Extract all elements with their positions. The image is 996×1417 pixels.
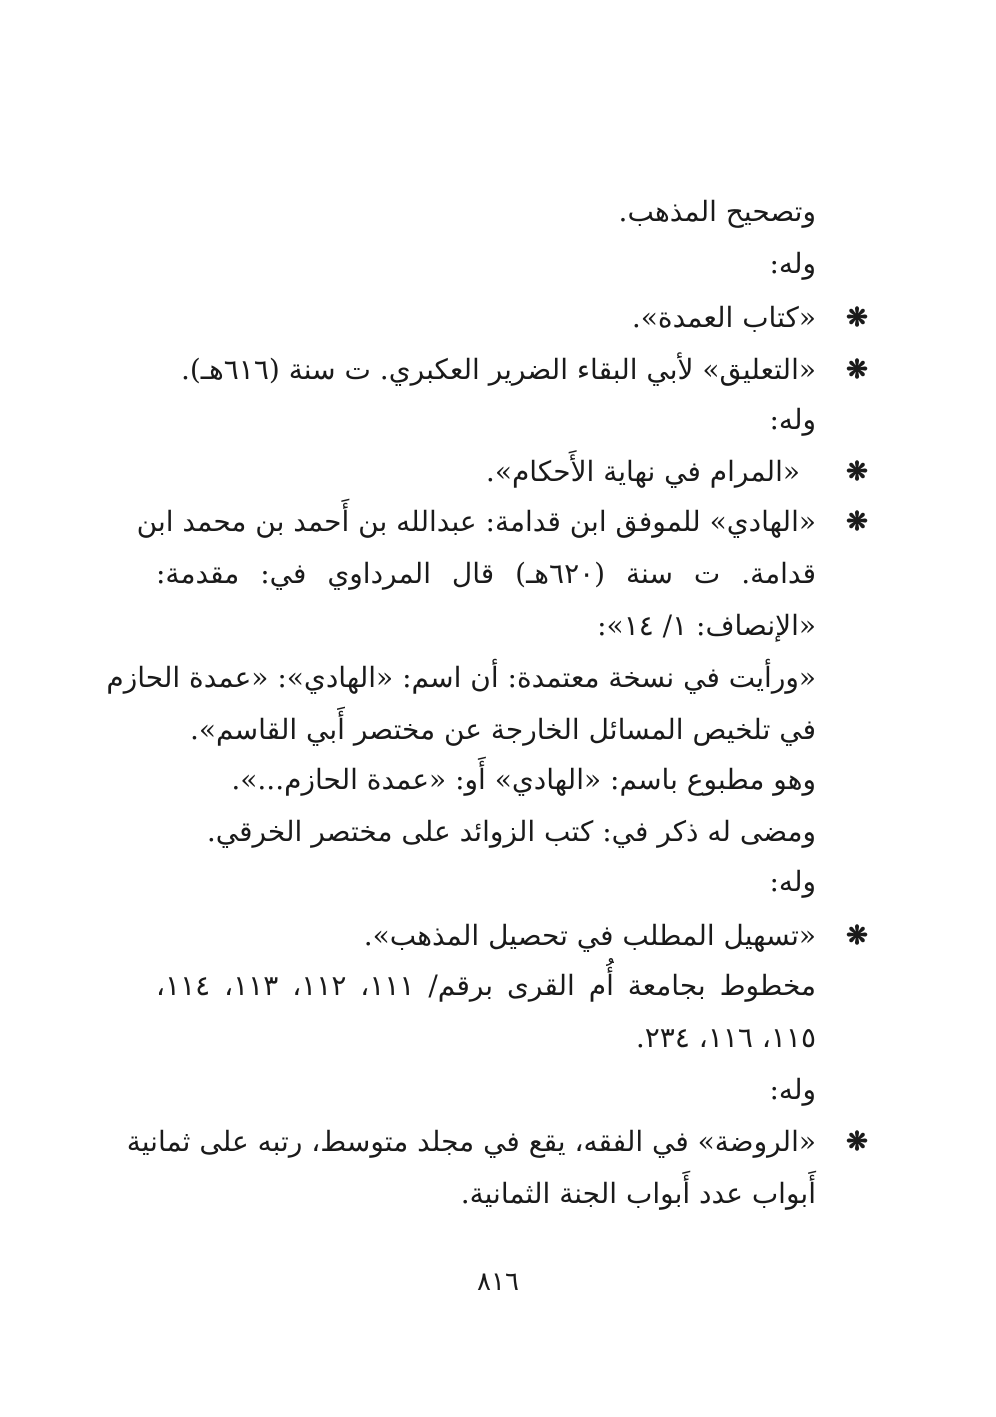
text-line: ومضى له ذكر في: كتب الزوائد على مختصر الخرقي. <box>206 815 816 848</box>
asterism-bullet-icon: ❋ <box>846 921 868 951</box>
text-line: وله: <box>769 1073 816 1106</box>
text-line: قدامة. ت سنة (٦٢٠هـ) قال المرداوي في: مقدمة: <box>156 557 816 590</box>
text-line: وله: <box>769 403 816 436</box>
text-line: وهو مطبوع باسم: «الهادي» أَو: «عمدة الحازم...». <box>231 763 816 796</box>
list-item: «المرام في نهاية الأَحكام». <box>485 455 800 488</box>
text-line: وتصحيح المذهب. <box>618 195 816 228</box>
text-line: ١١٥، ١١٦، ٢٣٤. <box>635 1021 816 1054</box>
quote-line: في تلخيص المسائل الخارجة عن مختصر أَبي القاسم». <box>190 713 816 746</box>
page-number: ٨١٦ <box>477 1267 519 1297</box>
asterism-bullet-icon: ❋ <box>846 1127 868 1157</box>
text-line: وله: <box>769 865 816 898</box>
list-item: «كتاب العمدة». <box>631 301 816 334</box>
asterism-bullet-icon: ❋ <box>846 507 868 537</box>
text-line: مخطوط بجامعة أُم القرى برقم/ ١١١، ١١٢، ١١٣، ١١٤، <box>156 969 817 1002</box>
quote-line: «ورأيت في نسخة معتمدة: أن اسم: «الهادي»: «عمدة الحازم <box>106 661 816 694</box>
asterism-bullet-icon: ❋ <box>846 355 868 385</box>
asterism-bullet-icon: ❋ <box>846 457 868 487</box>
text-line: وله: <box>769 247 816 280</box>
asterism-bullet-icon: ❋ <box>846 303 868 333</box>
text-line: «الإنصاف: ١/ ١٤»: <box>597 609 816 642</box>
list-item: «تسهيل المطلب في تحصيل المذهب». <box>363 919 816 952</box>
list-item: «التعليق» لأبي البقاء الضرير العكبري. ت سنة (٦١٦هـ). <box>180 353 816 386</box>
text-line: أَبواب عدد أَبواب الجنة الثمانية. <box>460 1177 816 1210</box>
list-item: «الهادي» للموفق ابن قدامة: عبدالله بن أَحمد بن محمد ابن <box>136 505 816 538</box>
list-item: «الروضة» في الفقه، يقع في مجلد متوسط، رتبه على ثمانية <box>126 1125 816 1158</box>
